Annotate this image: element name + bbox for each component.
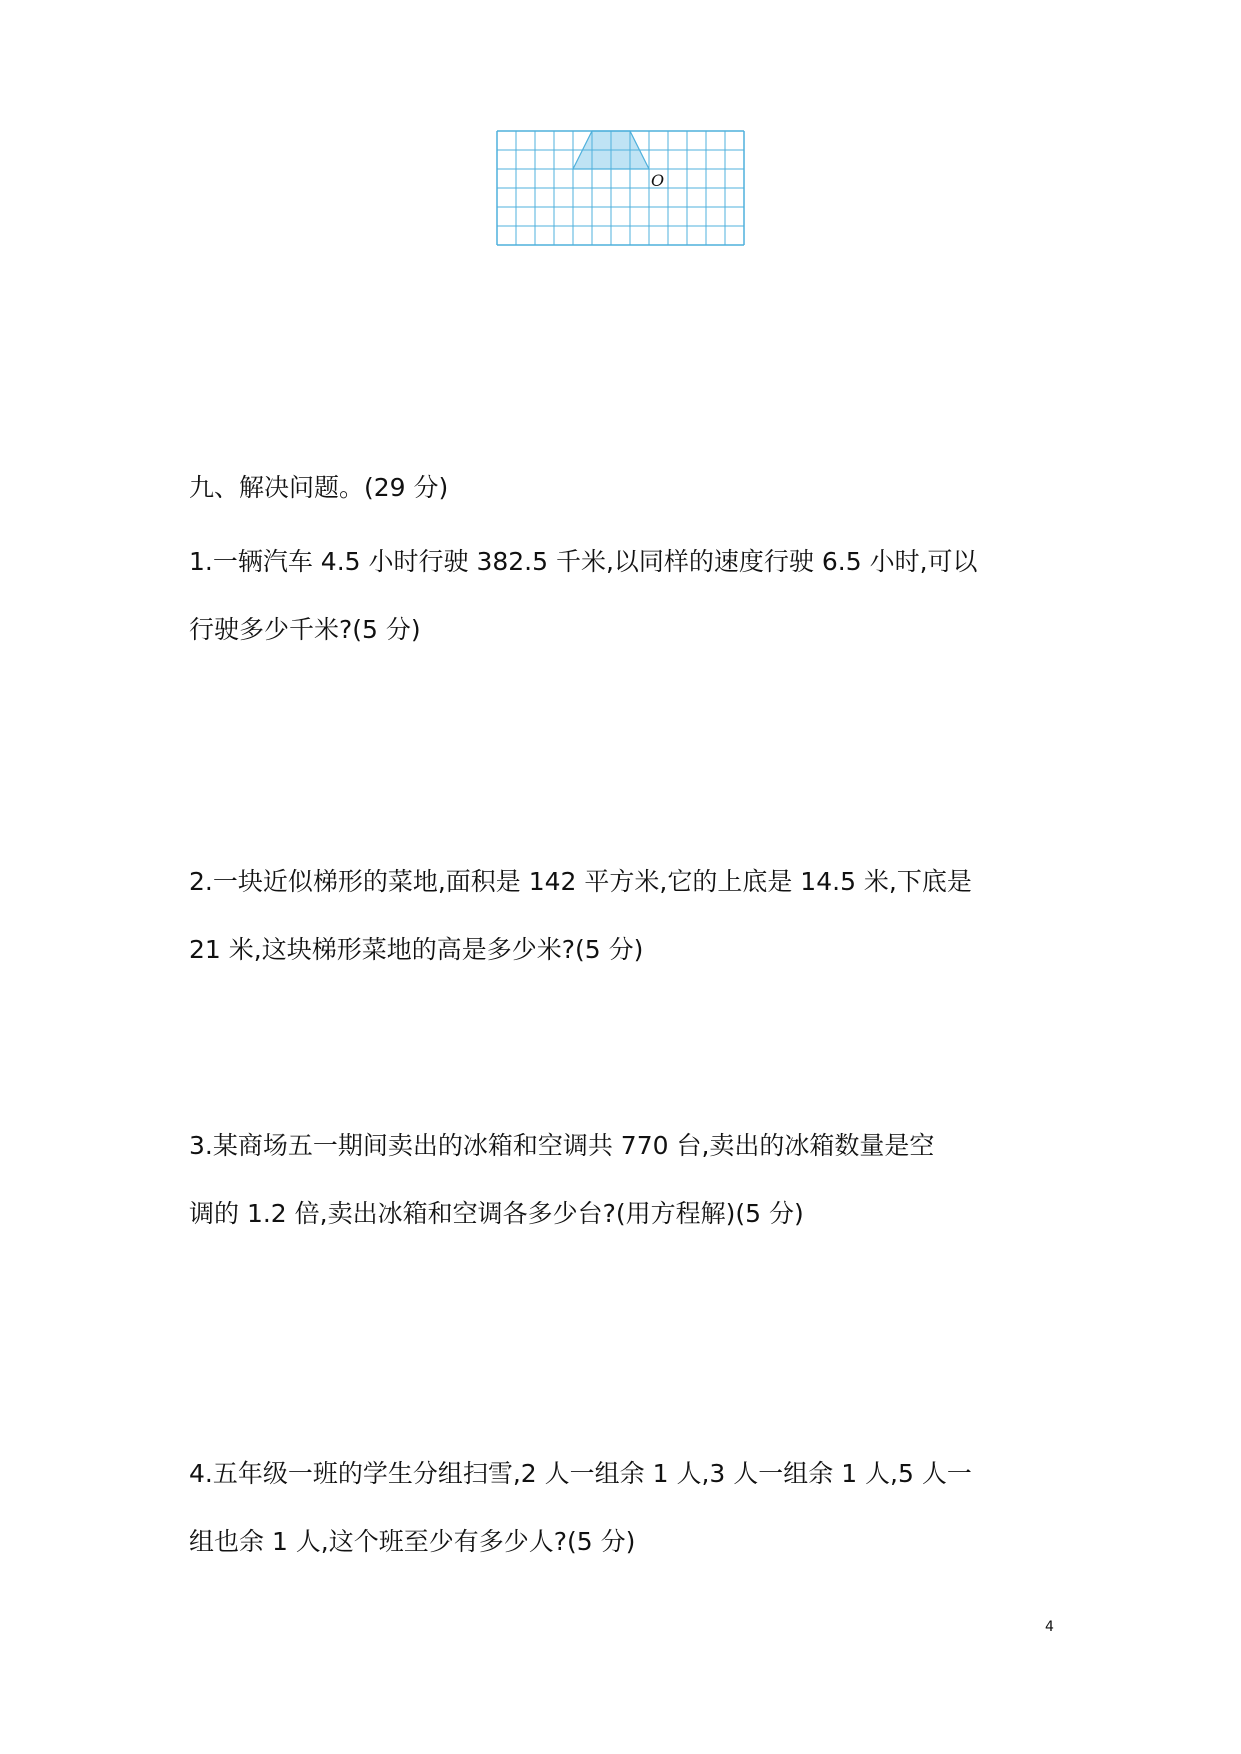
question-4 xyxy=(189,1440,1069,1576)
grid-figure xyxy=(496,130,746,246)
point-o-label: O xyxy=(651,171,665,190)
page-number: 4 xyxy=(1045,1619,1054,1635)
question-3 xyxy=(189,1112,1069,1248)
grid-with-trapezoid xyxy=(496,130,746,246)
question-2-line-1: 2.一块近似梯形的菜地,面积是 142 平方米,它的上底是 14.5 米,下底是 xyxy=(189,867,972,896)
question-1-line-2: 行驶多少千米?(5 分) xyxy=(189,615,421,644)
question-2 xyxy=(189,848,1069,984)
question-3-line-2: 调的 1.2 倍,卖出冰箱和空调各多少台?(用方程解)(5 分) xyxy=(189,1199,804,1228)
question-2-line-2: 21 米,这块梯形菜地的高是多少米?(5 分) xyxy=(189,935,644,964)
question-4-line-1: 4.五年级一班的学生分组扫雪,2 人一组余 1 人,3 人一组余 1 人,5 人一 xyxy=(189,1459,972,1488)
section-title: 九、解决问题。(29 分) xyxy=(189,473,449,502)
question-1 xyxy=(189,528,1069,664)
question-4-line-2: 组也余 1 人,这个班至少有多少人?(5 分) xyxy=(189,1527,636,1556)
question-3-line-1: 3.某商场五一期间卖出的冰箱和空调共 770 台,卖出的冰箱数量是空 xyxy=(189,1131,935,1160)
question-1-line-1: 1.一辆汽车 4.5 小时行驶 382.5 千米,以同样的速度行驶 6.5 小时,可以 xyxy=(189,547,978,576)
